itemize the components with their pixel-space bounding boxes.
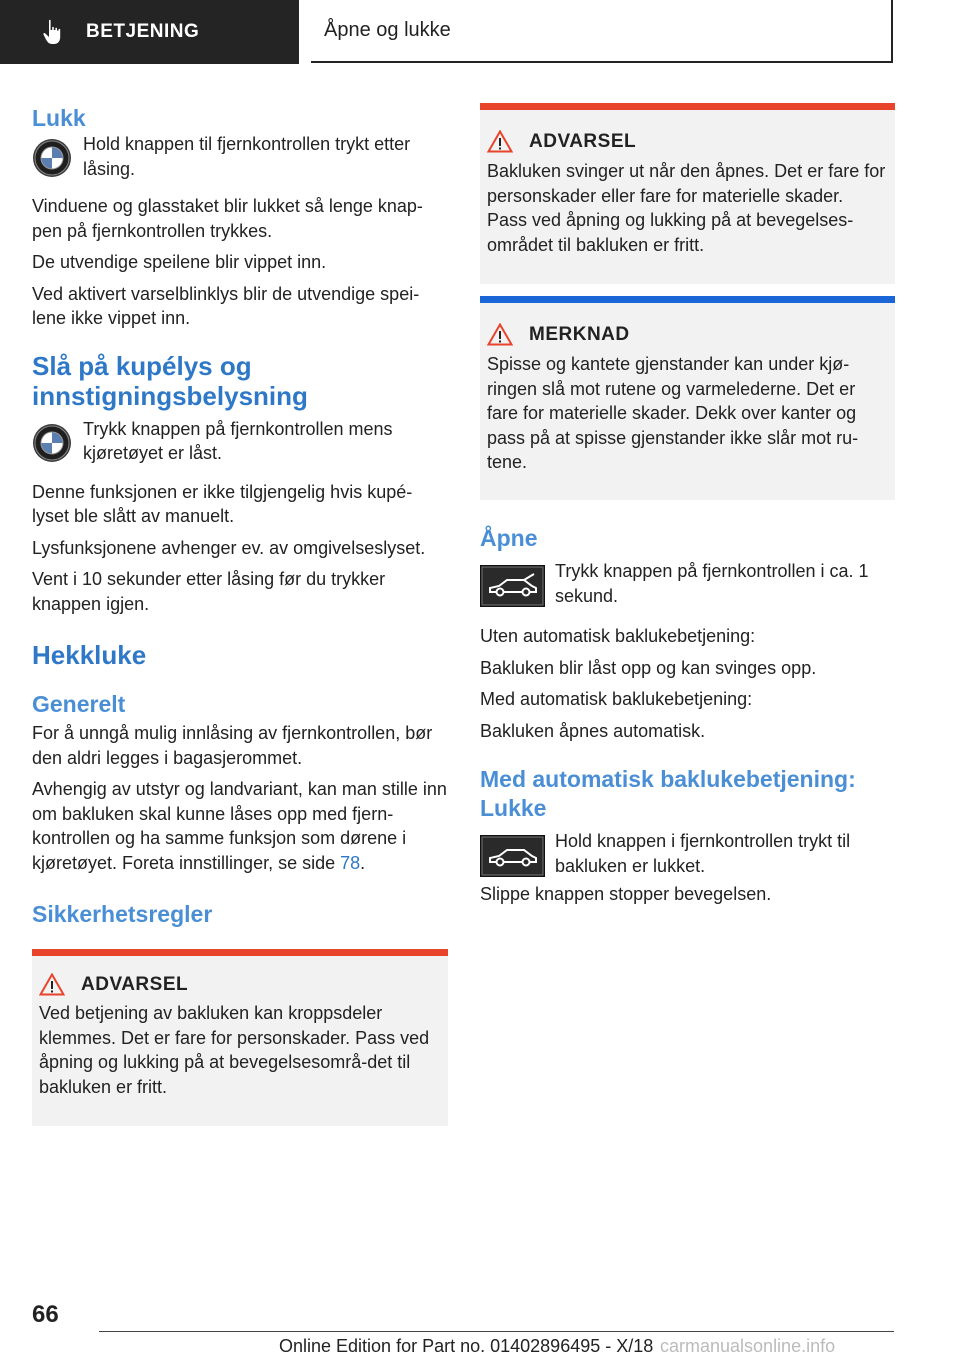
trunk-remote-icon bbox=[480, 835, 545, 877]
page-number: 66 bbox=[32, 1301, 59, 1328]
kupelys-paragraph: Vent i 10 sekunder etter låsing før du trykker knappen igjen. bbox=[32, 569, 386, 614]
med-automatisk-heading: Med automatisk baklukebetjening: Lukke bbox=[480, 766, 856, 821]
trunk-remote-icon bbox=[480, 565, 545, 607]
lukk-paragraph: De utvendige speilene blir vippet inn. bbox=[32, 252, 327, 272]
hand-pointer-icon bbox=[42, 19, 64, 45]
warning-triangle-icon bbox=[39, 973, 65, 996]
med-icon-text: Hold knappen i fjernkontrollen trykt til bakluken er lukket. bbox=[555, 831, 851, 876]
generelt-paragraph: Avhengig av utstyr og landvariant, kan man stille inn om bakluken skal kunne låses opp med fjern-kontrollen og ha samme funksjon som dørene i kjøretøyet. Foreta innstillinger, se side 78. bbox=[32, 779, 447, 873]
apne-icon-row bbox=[480, 561, 895, 608]
section-tab bbox=[0, 0, 299, 64]
apne-paragraph: Med automatisk baklukebetjening: bbox=[480, 689, 753, 709]
page-link[interactable]: 78 bbox=[340, 852, 361, 873]
footer-watermark: carmanualsonline.info bbox=[660, 1336, 836, 1356]
footer-edition: Online Edition for Part no. 01402896495 - X/18 bbox=[279, 1336, 654, 1356]
kupelys-icon-row bbox=[32, 418, 448, 466]
med-paragraph: Slippe knappen stopper bevegelsen. bbox=[480, 884, 772, 904]
note-title: MERKNAD bbox=[487, 323, 888, 346]
warning-bar bbox=[480, 103, 895, 110]
note-bar bbox=[480, 296, 895, 303]
kupelys-paragraph: Lysfunksjonene avhenger ev. av omgivelseslyset. bbox=[32, 537, 426, 558]
bmw-key-icon bbox=[32, 138, 72, 178]
warning-text: Ved betjening av bakluken kan kroppsdeler klemmes. Det er fare for personskader. Pass ved åpning og lukking på at bevegelsesområ-det til bakluken er fritt. bbox=[39, 1003, 430, 1097]
apne-paragraph: Bakluken åpnes automatisk. bbox=[480, 720, 706, 741]
warning-box bbox=[480, 103, 895, 284]
hekkluke-heading: Hekkluke bbox=[32, 640, 147, 670]
warning-bar bbox=[32, 949, 448, 956]
apne-paragraph: Bakluken blir låst opp og kan svinges opp. bbox=[480, 657, 817, 678]
lukk-icon-row bbox=[32, 134, 448, 181]
page-title: Åpne og lukke bbox=[324, 19, 451, 41]
note-text: Spisse og kantete gjenstander kan under kjø-ringen slå mot rutene og varmelederne. Det er fare for materielle skader. Dekk over kanter og pass på at spisse gjenstander ikke slår mot ru-tene. bbox=[487, 354, 859, 472]
right-column bbox=[480, 100, 895, 907]
generelt-heading: Generelt bbox=[32, 691, 126, 717]
lukk-heading: Lukk bbox=[32, 105, 86, 131]
section-label: BETJENING bbox=[86, 21, 200, 42]
lukk-paragraph: Ved aktivert varselblinklys blir de utvendige spei-lene ikke vippet inn. bbox=[32, 283, 420, 328]
generelt-paragraph: For å unngå mulig innlåsing av fjernkontrollen, bør den aldri legges i bagasjerommet. bbox=[32, 723, 433, 768]
sikkerhet-heading: Sikkerhetsregler bbox=[32, 901, 213, 927]
kupelys-icon-text: Trykk knappen på fjernkontrollen mens kjøretøyet er låst. bbox=[83, 418, 393, 463]
warning-box bbox=[32, 949, 448, 1126]
warning-title: ADVARSEL bbox=[39, 973, 441, 996]
note-box bbox=[480, 296, 895, 500]
apne-icon-text: Trykk knappen på fjernkontrollen i ca. 1 sekund. bbox=[555, 561, 869, 606]
warning-title: ADVARSEL bbox=[487, 130, 888, 153]
apne-paragraph: Uten automatisk baklukebetjening: bbox=[480, 626, 756, 646]
med-icon-row bbox=[480, 831, 895, 878]
footer-divider bbox=[99, 1331, 894, 1332]
left-column bbox=[32, 100, 448, 1126]
kupelys-paragraph: Denne funksjonen er ikke tilgjengelig hvis kupé-lyset ble slått av manuelt. bbox=[32, 481, 413, 526]
warning-triangle-icon bbox=[487, 130, 513, 153]
apne-heading: Åpne bbox=[480, 525, 538, 551]
kupelys-heading: Slå på kupélys og innstigningsbelysning bbox=[32, 350, 308, 411]
warning-triangle-icon bbox=[487, 323, 513, 346]
bmw-key-icon bbox=[32, 423, 72, 463]
warning-text: Bakluken svinger ut når den åpnes. Det er fare for personskader eller fare for materielle skader. Pass ved åpning og lukking på at bevegelses-området til bakluken er fritt. bbox=[487, 161, 886, 255]
page-title-bar bbox=[311, 0, 893, 63]
lukk-icon-text: Hold knappen til fjernkontrollen trykt etter låsing. bbox=[83, 134, 411, 179]
lukk-paragraph: Vinduene og glasstaket blir lukket så lenge knap-pen på fjernkontrollen trykkes. bbox=[32, 196, 423, 241]
